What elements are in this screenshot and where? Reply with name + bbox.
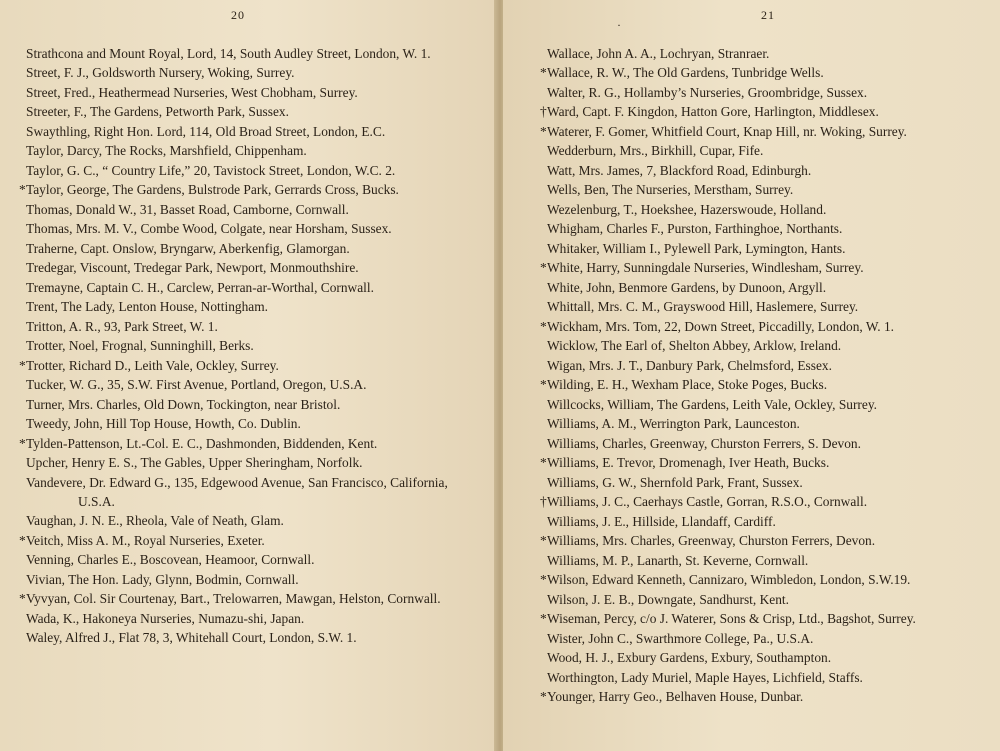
entry-text: Williams, G. W., Shernfold Park, Frant, Sussex. xyxy=(547,474,803,490)
entry-text: Waley, Alfred J., Flat 78, 3, Whitehall Court, London, S.W. 1. xyxy=(26,630,357,646)
list-item xyxy=(541,336,991,355)
list-item xyxy=(541,258,991,277)
list-item xyxy=(20,531,465,550)
list-item xyxy=(541,531,991,550)
entry-text: Watt, Mrs. James, 7, Blackford Road, Edinburgh. xyxy=(547,162,812,178)
entry-text: Taylor, Darcy, The Rocks, Marshfield, Chippenham. xyxy=(26,143,307,159)
entry-text: White, John, Benmore Gardens, by Dunoon, Argyll. xyxy=(547,279,827,295)
list-item xyxy=(20,219,465,238)
list-item xyxy=(541,668,991,687)
entry-mark-symbol: * xyxy=(540,65,547,81)
list-item xyxy=(20,180,465,199)
entry-text: Wilson, J. E. B., Downgate, Sandhurst, Kent. xyxy=(547,591,789,607)
list-item xyxy=(541,629,991,648)
list-item xyxy=(541,473,991,492)
list-item xyxy=(541,141,991,160)
entry-text: Thomas, Mrs. M. V., Combe Wood, Colgate, near Horsham, Sussex. xyxy=(26,221,392,237)
list-item xyxy=(20,336,465,355)
entry-text: Trotter, Richard D., Leith Vale, Ockley, Surrey. xyxy=(26,357,279,373)
list-item xyxy=(541,590,991,609)
entry-mark-symbol: * xyxy=(540,123,547,139)
list-item xyxy=(541,200,991,219)
entry-mark-symbol: * xyxy=(540,455,547,471)
entry-mark-symbol: * xyxy=(540,572,547,588)
entry-text: Wister, John C., Swarthmore College, Pa., U.S.A. xyxy=(547,630,814,646)
entry-mark-symbol: * xyxy=(19,182,26,198)
list-item xyxy=(20,589,465,608)
entry-text: Wallace, R. W., The Old Gardens, Tunbridge Wells. xyxy=(547,65,824,81)
entry-text: Williams, J. E., Hillside, Llandaff, Cardiff. xyxy=(547,513,776,529)
list-item xyxy=(541,63,991,82)
list-item xyxy=(20,570,465,589)
list-item xyxy=(541,551,991,570)
list-item xyxy=(541,609,991,628)
list-item xyxy=(541,297,991,316)
entry-text: Tweedy, John, Hill Top House, Howth, Co. Dublin. xyxy=(26,416,301,432)
list-item xyxy=(541,453,991,472)
entry-text: Tucker, W. G., 35, S.W. First Avenue, Portland, Oregon, U.S.A. xyxy=(26,377,367,393)
entry-text: Street, F. J., Goldsworth Nursery, Woking, Surrey. xyxy=(26,65,295,81)
entry-text: Wells, Ben, The Nurseries, Merstham, Surrey. xyxy=(547,182,794,198)
list-item xyxy=(541,83,991,102)
list-item xyxy=(541,512,991,531)
list-item xyxy=(541,687,991,706)
member-list xyxy=(20,44,465,648)
list-item xyxy=(20,375,465,394)
entry-text: Taylor, G. C., “ Country Life,” 20, Tavistock Street, London, W.C. 2. xyxy=(26,162,396,178)
entry-text: Waterer, F. Gomer, Whitfield Court, Knap Hill, nr. Woking, Surrey. xyxy=(547,123,907,139)
entry-text: Whitaker, William I., Pylewell Park, Lymington, Hants. xyxy=(547,240,846,256)
entry-mark-symbol: * xyxy=(540,611,547,627)
entry-text: Vivian, The Hon. Lady, Glynn, Bodmin, Cornwall. xyxy=(26,571,299,587)
entry-text: Trent, The Lady, Lenton House, Nottingham. xyxy=(26,299,268,315)
entry-mark-symbol: * xyxy=(19,357,26,373)
entry-text: Vaughan, J. N. E., Rheola, Vale of Neath, Glam. xyxy=(26,513,284,529)
entry-text: Wigan, Mrs. J. T., Danbury Park, Chelmsford, Essex. xyxy=(547,357,832,373)
entry-text: Traherne, Capt. Onslow, Bryngarw, Aberkenfig, Glamorgan. xyxy=(26,240,350,256)
list-item xyxy=(20,414,465,433)
entry-text: Vyvyan, Col. Sir Courtenay, Bart., Trelowarren, Mawgan, Helston, Cornwall. xyxy=(26,591,441,607)
list-item xyxy=(20,102,465,121)
entry-text: Wood, H. J., Exbury Gardens, Exbury, Southampton. xyxy=(547,650,832,666)
right-page xyxy=(503,0,1000,751)
list-item xyxy=(20,453,465,472)
list-item xyxy=(20,317,465,336)
left-page xyxy=(0,0,497,751)
list-item xyxy=(20,395,465,414)
entry-text: Ward, Capt. F. Kingdon, Hatton Gore, Harlington, Middlesex. xyxy=(547,104,879,120)
entry-text: Thomas, Donald W., 31, Basset Road, Camborne, Cornwall. xyxy=(26,201,349,217)
list-item xyxy=(541,375,991,394)
entry-text: Swaythling, Right Hon. Lord, 114, Old Broad Street, London, E.C. xyxy=(26,123,386,139)
entry-text: Veitch, Miss A. M., Royal Nurseries, Exeter. xyxy=(26,532,265,548)
entry-mark-symbol: * xyxy=(540,318,547,334)
entry-mark-symbol: † xyxy=(540,104,547,120)
entry-text: Taylor, George, The Gardens, Bulstrode Park, Gerrards Cross, Bucks. xyxy=(26,182,399,198)
list-item xyxy=(541,492,991,511)
entry-text: Younger, Harry Geo., Belhaven House, Dunbar. xyxy=(547,688,804,704)
list-item xyxy=(541,317,991,336)
list-item xyxy=(541,356,991,375)
list-item xyxy=(20,550,465,569)
list-item xyxy=(20,609,465,628)
entry-text: White, Harry, Sunningdale Nurseries, Windlesham, Surrey. xyxy=(547,260,864,276)
entry-mark-symbol: * xyxy=(19,532,26,548)
entry-text: Tylden-Pattenson, Lt.-Col. E. C., Dashmonden, Biddenden, Kent. xyxy=(26,435,378,451)
list-item xyxy=(541,161,991,180)
list-item xyxy=(20,200,465,219)
list-item xyxy=(541,180,991,199)
entry-text: Venning, Charles E., Boscovean, Heamoor, Cornwall. xyxy=(26,552,315,568)
entry-mark-symbol: † xyxy=(540,494,547,510)
list-item xyxy=(20,44,465,63)
entry-text: Worthington, Lady Muriel, Maple Hayes, Lichfield, Staffs. xyxy=(547,669,863,685)
entry-text: Strathcona and Mount Royal, Lord, 14, South Audley Street, London, W. 1. xyxy=(26,46,431,61)
entry-text: Williams, J. C., Caerhays Castle, Gorran, R.S.O., Cornwall. xyxy=(547,494,868,510)
entry-text: Wilson, Edward Kenneth, Cannizaro, Wimbledon, London, S.W.19. xyxy=(547,572,911,588)
entry-mark-symbol: * xyxy=(540,260,547,276)
entry-text: Wickham, Mrs. Tom, 22, Down Street, Piccadilly, London, W. 1. xyxy=(547,318,895,334)
entry-text: Vandevere, Dr. Edward G., 135, Edgewood Avenue, San Francisco, California, U.S.A. xyxy=(26,474,448,509)
entry-text: Wiseman, Percy, c/o J. Waterer, Sons & Crisp, Ltd., Bagshot, Surrey. xyxy=(547,611,916,627)
entry-text: Wada, K., Hakoneya Nurseries, Numazu-shi, Japan. xyxy=(26,610,305,626)
entry-text: Tremayne, Captain C. H., Carclew, Perran-ar-Worthal, Cornwall. xyxy=(26,279,374,295)
list-item xyxy=(20,161,465,180)
list-item xyxy=(20,473,465,512)
page-number: 21 xyxy=(761,8,775,22)
entry-text: Wedderburn, Mrs., Birkhill, Cupar, Fife. xyxy=(547,143,764,159)
list-item xyxy=(541,239,991,258)
entry-mark-symbol: * xyxy=(19,591,26,607)
list-item xyxy=(541,44,991,63)
list-item xyxy=(541,122,991,141)
entry-text: Whigham, Charles F., Purston, Farthinghoe, Northants. xyxy=(547,221,843,237)
entry-text: Williams, Charles, Greenway, Churston Ferrers, S. Devon. xyxy=(547,435,861,451)
member-list xyxy=(541,44,991,706)
entry-text: Streeter, F., The Gardens, Petworth Park, Sussex. xyxy=(26,104,289,120)
list-item xyxy=(541,414,991,433)
list-item xyxy=(541,102,991,121)
list-item xyxy=(541,278,991,297)
list-item xyxy=(20,434,465,453)
page-number: 20 xyxy=(231,8,245,22)
entry-text: Street, Fred., Heathermead Nurseries, West Chobham, Surrey. xyxy=(26,84,358,100)
entry-text: Tredegar, Viscount, Tredegar Park, Newport, Monmouthshire. xyxy=(26,260,359,276)
entry-text: Upcher, Henry E. S., The Gables, Upper Sheringham, Norfolk. xyxy=(26,455,363,471)
list-item xyxy=(20,628,465,647)
entry-mark-symbol: * xyxy=(540,688,547,704)
list-item xyxy=(20,356,465,375)
list-item xyxy=(541,395,991,414)
list-item xyxy=(20,258,465,277)
list-item xyxy=(541,434,991,453)
list-item xyxy=(541,648,991,667)
list-item xyxy=(20,239,465,258)
entry-text: Wicklow, The Earl of, Shelton Abbey, Arklow, Ireland. xyxy=(547,338,842,354)
list-item xyxy=(541,219,991,238)
list-item xyxy=(20,511,465,530)
entry-text: Tritton, A. R., 93, Park Street, W. 1. xyxy=(26,318,218,334)
list-item xyxy=(20,83,465,102)
entry-text: Willcocks, William, The Gardens, Leith Vale, Ockley, Surrey. xyxy=(547,396,878,412)
entry-text: Trotter, Noel, Frognal, Sunninghill, Berks. xyxy=(26,338,254,354)
list-item xyxy=(20,141,465,160)
list-item xyxy=(541,570,991,589)
entry-text: Wilding, E. H., Wexham Place, Stoke Poges, Bucks. xyxy=(547,377,828,393)
entry-text: Wallace, John A. A., Lochryan, Stranraer. xyxy=(547,46,770,61)
entry-text: Williams, Mrs. Charles, Greenway, Churston Ferrers, Devon. xyxy=(547,533,876,549)
entry-text: Wezelenburg, T., Hoekshee, Hazerswoude, Holland. xyxy=(547,201,827,217)
entry-text: Turner, Mrs. Charles, Old Down, Tockington, near Bristol. xyxy=(26,396,341,412)
list-item xyxy=(20,278,465,297)
entry-mark-symbol: * xyxy=(19,435,26,451)
entry-mark-symbol: * xyxy=(540,377,547,393)
speck-mark: · xyxy=(617,18,621,32)
entry-text: Whittall, Mrs. C. M., Grayswood Hill, Haslemere, Surrey. xyxy=(547,299,859,315)
entry-text: Walter, R. G., Hollamby’s Nurseries, Groombridge, Sussex. xyxy=(547,84,868,100)
list-item xyxy=(20,297,465,316)
list-item xyxy=(20,122,465,141)
entry-text: Williams, A. M., Werrington Park, Launceston. xyxy=(547,416,800,432)
entry-mark-symbol: * xyxy=(540,533,547,549)
list-item xyxy=(20,63,465,82)
entry-text: Williams, M. P., Lanarth, St. Keverne, Cornwall. xyxy=(547,552,809,568)
entry-text: Williams, E. Trevor, Dromenagh, Iver Heath, Bucks. xyxy=(547,455,830,471)
